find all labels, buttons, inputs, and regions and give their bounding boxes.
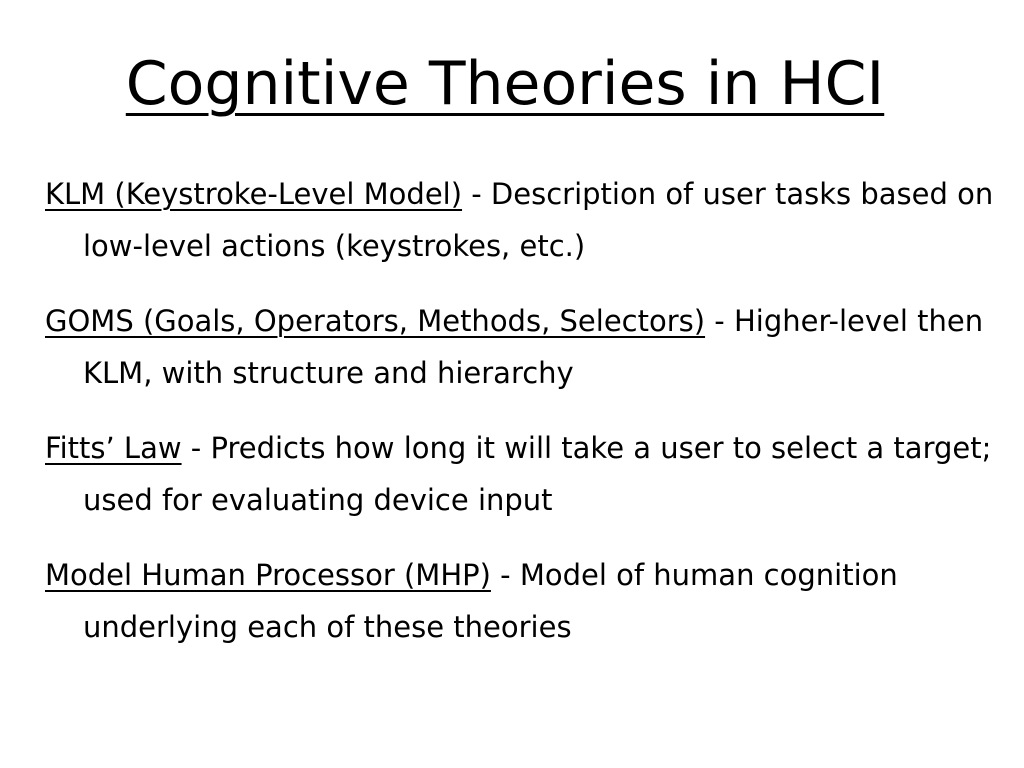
term-klm: KLM (Keystroke-Level Model) (45, 177, 463, 211)
description-klm: - Description of user tasks based on low-level actions (keystrokes, etc.) (83, 177, 994, 263)
term-mhp: Model Human Processor (MHP) (45, 558, 491, 592)
description-goms: - Higher-level then KLM, with structure and hierarchy (83, 304, 984, 390)
description-fitts-law: - Predicts how long it will take a user to select a target; used for evaluating device input (83, 431, 992, 517)
slide-title: Cognitive Theories in HCI (125, 49, 885, 119)
list-item-klm (45, 168, 1005, 272)
list-item-fitts-law (45, 422, 1005, 526)
theory-list (45, 168, 1005, 676)
list-item-mhp (45, 549, 1005, 653)
term-goms: GOMS (Goals, Operators, Methods, Selectors) (45, 304, 706, 338)
term-fitts-law: Fitts’ Law (45, 431, 182, 465)
list-item-goms (45, 295, 1005, 399)
description-mhp: - Model of human cognition underlying each of these theories (83, 558, 898, 644)
